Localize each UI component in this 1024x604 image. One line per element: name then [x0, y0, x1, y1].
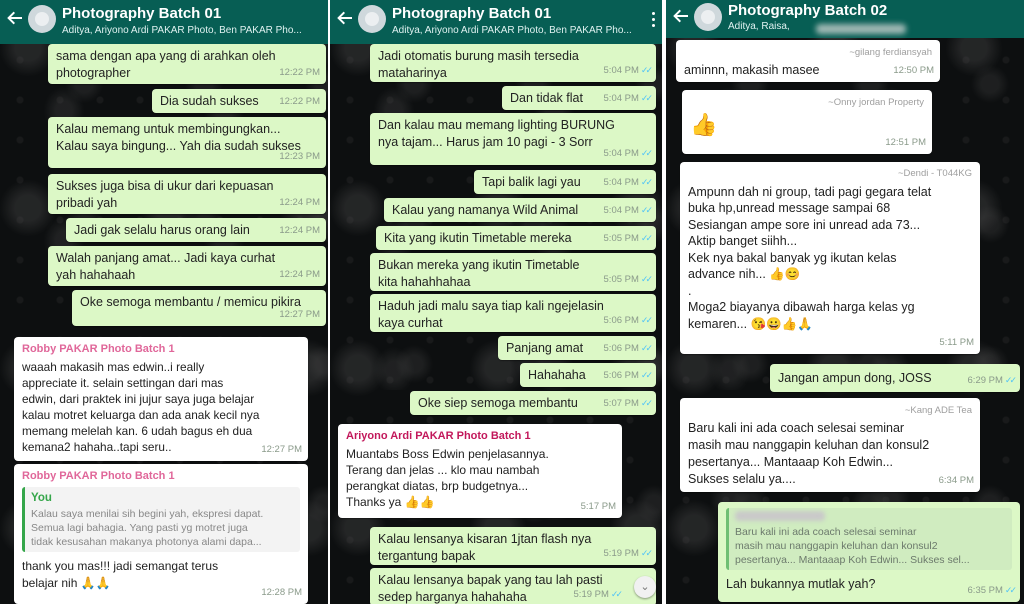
message-text: Walah panjang amat... Jadi kaya curhat yah hahahaah — [56, 251, 276, 282]
message-time: 5:06 PM — [603, 370, 639, 381]
read-receipt-icon: ✓✓ — [640, 205, 650, 215]
message-bubble[interactable] — [502, 86, 656, 110]
message-bubble[interactable] — [376, 226, 656, 250]
message-bubble[interactable] — [48, 174, 326, 214]
chat-header — [666, 0, 1024, 38]
message-bubble[interactable] — [384, 198, 656, 222]
scroll-to-bottom-button[interactable] — [634, 576, 656, 598]
message-time: 5:06 PM — [603, 315, 639, 326]
message-text: Bukan mereka yang ikutin Timetable kita hahahhahaa — [378, 258, 580, 289]
read-receipt-icon: ✓✓ — [640, 370, 650, 380]
message-bubble-incoming[interactable] — [682, 90, 932, 154]
chevron-double-down-icon: ⌄ — [640, 581, 650, 593]
chat-panel-batch01-b — [330, 0, 662, 604]
back-arrow-icon[interactable] — [336, 9, 354, 27]
message-time: 5:11 PM — [939, 336, 974, 348]
message-time: 12:23 PM — [279, 151, 320, 162]
redacted-participants — [816, 24, 906, 34]
message-bubble-incoming[interactable] — [14, 337, 308, 461]
redacted-quoted-sender — [735, 511, 825, 521]
message-text: Jadi otomatis burung masih tersedia mataharinya — [378, 49, 579, 80]
message-bubble-incoming[interactable] — [680, 398, 980, 492]
message-bubble[interactable] — [410, 391, 656, 415]
chat-title[interactable]: Photography Batch 01 — [392, 5, 552, 22]
message-time: 12:27 PM — [261, 444, 302, 455]
message-time: 12:24 PM — [279, 197, 320, 208]
quoted-sender: You — [31, 492, 52, 504]
chat-participants[interactable]: Aditya, Ariyono Ardi PAKAR Photo, Ben PAKAR Pho... — [392, 25, 632, 36]
chat-panel-batch01-a — [0, 0, 328, 604]
message-text: Kalau lensanya kisaran 1jtan flash nya tergantung bapak — [378, 532, 592, 563]
read-receipt-icon: ✓✓ — [640, 274, 650, 284]
message-time: 12:22 PM — [279, 96, 320, 107]
message-time: 5:05 PM — [603, 274, 639, 285]
message-text: Dan kalau mau memang lighting BURUNG nya tajam... Harus jam 10 pagi - 3 Sorr — [378, 118, 615, 149]
message-text: Kalau lensanya bapak yang tau lah pasti sedep harganya hahahaha — [378, 573, 603, 604]
message-time: 5:04 PM — [603, 205, 639, 216]
message-bubble-incoming-reply[interactable] — [14, 464, 308, 604]
sender-name: Ariyono Ardi PAKAR Photo Batch 1 — [346, 430, 531, 442]
message-time: 5:07 PM — [603, 398, 639, 409]
message-text: Panjang amat — [506, 341, 584, 355]
sender-name: Robby PAKAR Photo Batch 1 — [22, 470, 175, 482]
message-bubble[interactable] — [48, 246, 326, 286]
chat-header — [330, 0, 662, 44]
message-time: 5:04 PM — [603, 177, 639, 188]
read-receipt-icon: ✓✓ — [640, 398, 650, 408]
group-avatar[interactable] — [358, 5, 386, 33]
read-receipt-icon: ✓✓ — [640, 315, 650, 325]
message-text: Lah bukannya mutlak yah? — [726, 577, 876, 591]
group-avatar[interactable] — [28, 5, 56, 33]
message-time: 5:05 PM — [603, 233, 639, 244]
message-bubble[interactable] — [66, 218, 326, 242]
message-bubble[interactable] — [48, 44, 326, 84]
sender-name: Robby PAKAR Photo Batch 1 — [22, 343, 175, 355]
message-bubble-incoming[interactable] — [338, 424, 622, 518]
thumbs-up-icon: 👍 — [690, 112, 718, 137]
sender-name: ~Dendi - T044KG — [897, 168, 972, 179]
read-receipt-icon: ✓✓ — [640, 65, 650, 75]
chat-title[interactable]: Photography Batch 01 — [62, 5, 222, 22]
read-receipt-icon: ✓✓ — [640, 93, 650, 103]
message-bubble[interactable] — [370, 44, 656, 82]
read-receipt-icon: ✓✓ — [640, 177, 650, 187]
message-text: Kita yang ikutin Timetable mereka — [384, 231, 572, 245]
message-time: 6:35 PM — [967, 585, 1003, 596]
message-bubble[interactable] — [370, 568, 656, 604]
chat-title[interactable]: Photography Batch 02 — [728, 2, 888, 19]
message-bubble-incoming[interactable] — [676, 40, 940, 82]
chat-participants[interactable]: Aditya, Ariyono Ardi PAKAR Photo, Ben PAKAR Pho... — [62, 25, 302, 36]
chat-header — [0, 0, 328, 44]
group-avatar[interactable] — [694, 3, 722, 31]
more-options-icon[interactable] — [652, 12, 656, 28]
message-text: Dan tidak flat — [510, 91, 583, 105]
sender-name: ~Kang ADE Tea — [904, 405, 972, 416]
message-bubble[interactable] — [498, 336, 656, 360]
message-text: Kalau memang untuk membingungkan... Kalau saya bingung... Yah dia sudah sukses — [56, 122, 301, 153]
message-text: waaah makasih mas edwin..i really appreciate it. selain settingan dari mas edwin, dari praktek ini jujur saya juga belajar kalau motret keluarga dan ada anak kecil nya memang melelah kan. 6 udah bagus eh dua kemana2 hahaha..tapi seru.. — [22, 360, 260, 454]
message-text: Muantabs Boss Edwin penjelasannya. Terang dan jelas ... klo mau nambah perangkat diatas, brp budgetnya... Thanks ya 👍👍 — [346, 447, 549, 509]
message-time: 5:06 PM — [603, 343, 639, 354]
back-arrow-icon[interactable] — [6, 9, 24, 27]
message-time: 5:19 PM — [573, 589, 609, 600]
message-text: Jadi gak selalu harus orang lain — [74, 223, 250, 237]
message-bubble[interactable] — [370, 294, 656, 332]
read-receipt-icon: ✓✓ — [640, 343, 650, 353]
message-text: Oke semoga membantu / memicu pikira — [80, 295, 301, 309]
message-text: Haduh jadi malu saya tiap kali ngejelasin kaya curhat — [378, 299, 604, 330]
message-time: 12:24 PM — [279, 269, 320, 280]
message-time: 12:50 PM — [893, 65, 934, 76]
read-receipt-icon: ✓✓ — [1004, 585, 1014, 595]
message-text: Oke siep semoga membantu — [418, 396, 578, 410]
message-time: 12:22 PM — [279, 67, 320, 78]
message-text: Hahahaha — [528, 368, 586, 382]
message-time: 12:27 PM — [279, 309, 320, 320]
message-text: Baru kali ini ada coach selesai seminar masih mau nanggapin keluhan dan konsul2 pesertanya... Mantaaap Koh Edwin... Sukses selalu ya.... — [688, 421, 930, 486]
sender-name: ~gilang ferdiansyah — [849, 47, 932, 58]
message-text: Sukses juga bisa di ukur dari kepuasan pribadi yah — [56, 179, 274, 210]
message-bubble[interactable] — [152, 89, 326, 113]
quoted-text: Kalau saya menilai sih begini yah, ekspresi dapat. Semua lagi bahagia. Yang pasti yg motret juga tidak kesusahan makanya photonya alami dapa... — [31, 508, 264, 548]
message-time: 12:24 PM — [279, 225, 320, 236]
message-bubble[interactable] — [370, 253, 656, 291]
message-time: 5:17 PM — [580, 501, 616, 512]
chat-participants[interactable]: Aditya, Raisa, — [728, 21, 790, 32]
message-text: thank you mas!!! jadi semangat terus belajar nih 🙏🙏 — [22, 559, 219, 590]
message-bubble[interactable] — [474, 170, 656, 194]
message-time: 5:04 PM — [603, 148, 639, 159]
message-bubble[interactable] — [770, 364, 1020, 392]
message-text: aminnn, makasih masee — [684, 63, 820, 77]
message-text: Ampunn dah ni group, tadi pagi gegara telat buka hp,unread message sampai 68 Sesiangan ampe sore ini unread ada 73... Aktip banget siihh... Kek nya bakal banyak yg ikutan kelas advance nih... 👍😊 . Moga2 biayanya dibawah harga kelas yg kemaren... 😘😀👍🙏 — [688, 184, 932, 331]
message-time: 12:28 PM — [261, 587, 302, 598]
message-bubble[interactable] — [370, 527, 656, 565]
message-time: 5:04 PM — [603, 65, 639, 76]
message-bubble-incoming[interactable] — [680, 162, 980, 354]
message-text: Dia sudah sukses — [160, 94, 259, 108]
message-time: 12:51 PM — [885, 137, 926, 148]
message-bubble[interactable] — [520, 363, 656, 387]
message-time: 6:34 PM — [938, 475, 974, 486]
read-receipt-icon: ✓✓ — [640, 148, 650, 158]
read-receipt-icon: ✓✓ — [640, 233, 650, 243]
quoted-message[interactable] — [22, 487, 300, 552]
sender-name: ~Onny jordan Property — [828, 97, 924, 108]
message-bubble[interactable] — [72, 290, 326, 326]
chat-panel-batch02 — [666, 0, 1024, 604]
message-time: 6:29 PM — [967, 375, 1003, 386]
back-arrow-icon[interactable] — [672, 7, 690, 25]
read-receipt-icon: ✓✓ — [640, 548, 650, 558]
message-text: Jangan ampun dong, JOSS — [778, 371, 932, 385]
message-text: Tapi balik lagi yau — [482, 175, 581, 189]
quoted-message[interactable] — [726, 508, 1012, 570]
message-text: sama dengan apa yang di arahkan oleh photographer — [56, 49, 276, 80]
message-bubble[interactable] — [48, 117, 326, 168]
message-time: 5:19 PM — [603, 548, 639, 559]
message-time: 5:04 PM — [603, 93, 639, 104]
message-text: Kalau yang namanya Wild Animal — [392, 203, 579, 217]
message-bubble-reply[interactable] — [718, 502, 1020, 602]
read-receipt-icon: ✓✓ — [610, 589, 620, 599]
read-receipt-icon: ✓✓ — [1004, 375, 1014, 385]
quoted-text: Baru kali ini ada coach selesai seminar masih mau nanggapin keluhan dan konsul2 pesertanya... Mantaaap Koh Edwin... Sukses sel... — [735, 526, 970, 566]
message-bubble[interactable] — [370, 113, 656, 165]
